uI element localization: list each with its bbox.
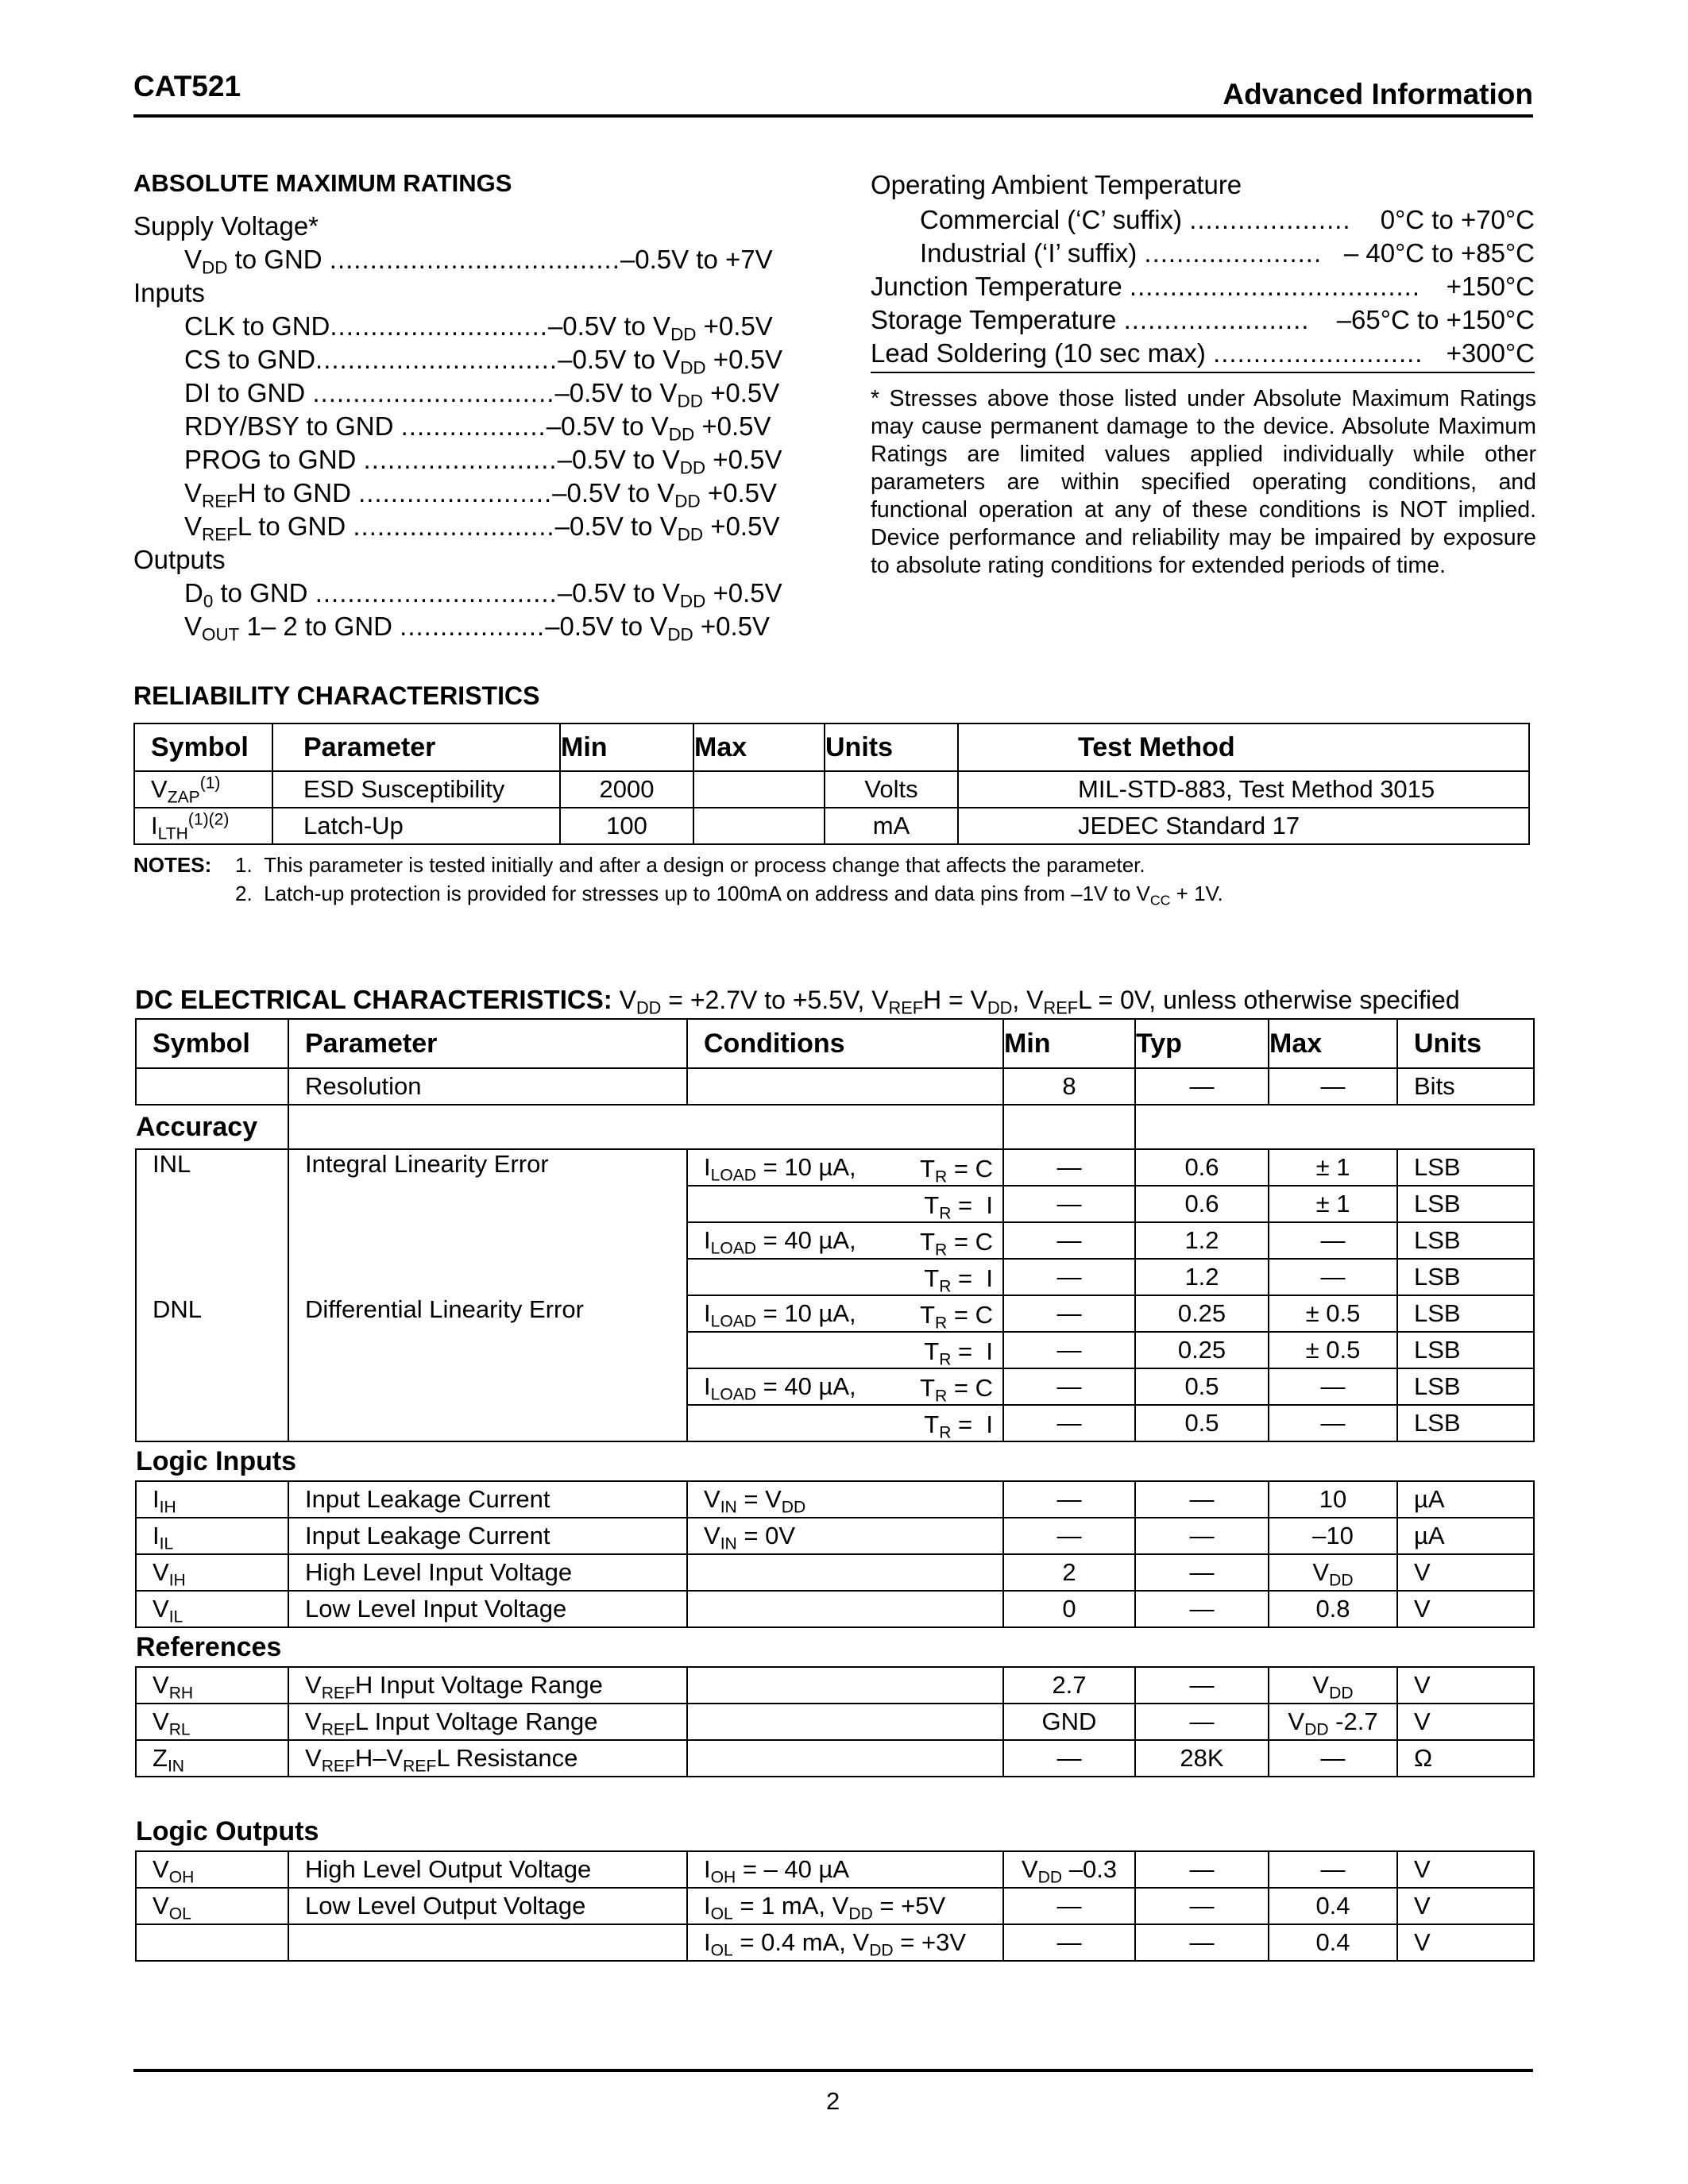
spacer-row [136,1777,1534,1851]
dc-table [135,1018,1535,1962]
section-logic-outputs: Logic Outputs [136,1777,1534,1851]
col-header: Parameter [288,1019,687,1068]
cond-cell: $V_{IN} = 0V$ [687,1518,1003,1554]
symbol-cell [136,1924,288,1961]
param-cell: High Level Output Voltage [288,1851,687,1888]
max-cell: — [1269,1259,1397,1295]
outputs-label: Outputs [133,545,226,574]
table-row [136,1667,1534,1704]
param-cell: Input Leakage Current [288,1518,687,1554]
cond-cell: $T_R = I$ [687,1259,1003,1295]
header-rule [133,114,1533,118]
table-row [136,1704,1534,1740]
table-row [136,1149,1534,1186]
min-cell: — [1003,1259,1135,1295]
min-cell: — [1003,1368,1135,1405]
page-number: 2 [826,2087,840,2115]
table-row [136,1924,1534,1961]
cond-cell [687,1704,1003,1740]
temp-rule [871,372,1535,373]
inputs-label: Inputs [133,278,205,307]
cond-cell: $I_{OL} = 1$ mA, $V_{DD} = +5V$ [687,1888,1003,1924]
max-cell: — [1269,1068,1397,1105]
typ-cell: — [1135,1518,1269,1554]
min-cell: — [1003,1405,1135,1441]
max-cell: 10 [1269,1481,1397,1518]
method-cell: JEDEC Standard 17 [958,808,1529,844]
max-cell [693,808,825,844]
typ-cell: — [1135,1924,1269,1961]
typ-cell: — [1135,1554,1269,1591]
typ-cell: 28K [1135,1740,1269,1777]
reliability-heading: RELIABILITY CHARACTERISTICS [133,681,540,710]
amr-prog-row: PROG to GND ........................–0.5V to $V_{DD} +0.5V$ [184,445,782,478]
max-cell: — [1269,1368,1397,1405]
method-cell: MIL-STD-883, Test Method 3015 [958,771,1529,808]
amr-d0-row: $D_0$ to GND ..............................–0.5V to $V_{DD} +0.5V$ [184,578,782,612]
section-references: References [136,1627,1534,1667]
units-cell: V [1397,1851,1534,1888]
max-cell: 0.4 [1269,1888,1397,1924]
symbol-cell: $I_{IL}$ [136,1518,288,1554]
units-cell: mA [825,808,958,844]
amr-cs-row: CS to GND..............................–0.5V to $V_{DD} +0.5V$ [184,345,782,378]
min-cell: 0 [1003,1591,1135,1627]
col-header: Conditions [687,1019,1003,1068]
typ-cell: — [1135,1481,1269,1518]
max-cell: $V_{DD}$ -2.7 [1269,1704,1397,1740]
param-cell: Integral Linearity Error [288,1149,687,1295]
amr-heading: ABSOLUTE MAXIMUM RATINGS [133,169,512,197]
symbol-cell: $V_{RL}$ [136,1704,288,1740]
table-header-row [134,723,1529,771]
max-cell: 0.8 [1269,1591,1397,1627]
symbol-cell: $V_{RH}$ [136,1667,288,1704]
units-cell: LSB [1397,1295,1534,1332]
symbol-cell: $V_{ZAP}^{(1)}$ [134,771,272,808]
units-cell: Volts [825,771,958,808]
cond-cell: $I_{LOAD} = 10$ µA, $T_R = C$ [687,1295,1003,1332]
max-cell: — [1269,1222,1397,1259]
table-row [136,1554,1534,1591]
units-cell: V [1397,1667,1534,1704]
param-cell: Low Level Input Voltage [288,1591,687,1627]
max-cell: ± 1 [1269,1186,1397,1222]
table-row [136,1068,1534,1105]
min-cell: — [1003,1740,1135,1777]
min-cell: — [1003,1332,1135,1368]
typ-cell: 0.25 [1135,1332,1269,1368]
param-cell: High Level Input Voltage [288,1554,687,1591]
cond-cell: $I_{OH}$ = – 40 µA [687,1851,1003,1888]
max-cell: — [1269,1851,1397,1888]
amr-vrefl-row: $V_{REF}L$ to GND .........................–0.5V to $V_{DD} +0.5V$ [184,511,780,545]
cond-cell [687,1554,1003,1591]
typ-cell: — [1135,1888,1269,1924]
table-row [136,1295,1534,1332]
typ-cell: 0.6 [1135,1186,1269,1222]
cond-cell: $I_{OL} = 0.4$ mA, $V_{DD} = +3V$ [687,1924,1003,1961]
cond-cell: $I_{LOAD} = 10$ µA, $T_R = C$ [687,1149,1003,1186]
units-cell: LSB [1397,1186,1534,1222]
section-logic-inputs: Logic Inputs [136,1441,1534,1481]
symbol-cell: $I_{LTH}^{(1)(2)}$ [134,808,272,844]
table-row [136,1591,1534,1627]
col-header: Max [693,723,825,771]
param-cell: Resolution [288,1068,687,1105]
section-spacer [288,1105,1003,1149]
temp-commercial-row: Commercial (‘C’ suffix) .................... 0°C to +70°C [920,205,1535,234]
min-cell: 8 [1003,1068,1135,1105]
table-row [136,1888,1534,1924]
param-cell: Input Leakage Current [288,1481,687,1518]
units-cell: V [1397,1554,1534,1591]
min-cell: 100 [560,808,693,844]
units-cell: LSB [1397,1405,1534,1441]
symbol-cell: $V_{IH}$ [136,1554,288,1591]
cond-cell: $I_{LOAD} = 40$ µA, $T_R = C$ [687,1222,1003,1259]
max-cell: ± 0.5 [1269,1332,1397,1368]
min-cell: — [1003,1186,1135,1222]
max-cell: 0.4 [1269,1924,1397,1961]
units-cell: LSB [1397,1368,1534,1405]
units-cell: µA [1397,1481,1534,1518]
col-header: Max [1269,1019,1397,1068]
units-cell: µA [1397,1518,1534,1554]
max-cell: $V_{DD}$ [1269,1667,1397,1704]
min-cell: — [1003,1518,1135,1554]
col-header: Units [1397,1019,1534,1068]
table-row [134,771,1529,808]
typ-cell: 1.2 [1135,1222,1269,1259]
param-cell: Low Level Output Voltage [288,1888,687,1924]
temp-junction-row: Junction Temperature .................................... +150°C [871,272,1535,301]
units-cell: LSB [1397,1149,1534,1186]
section-accuracy: Accuracy [136,1105,288,1149]
units-cell: V [1397,1704,1534,1740]
min-cell: 2000 [560,771,693,808]
cond-cell: $T_R = I$ [687,1405,1003,1441]
typ-cell: 0.25 [1135,1295,1269,1332]
cond-cell: $T_R = I$ [687,1186,1003,1222]
min-cell: — [1003,1295,1135,1332]
units-cell: Bits [1397,1068,1534,1105]
max-cell: ± 0.5 [1269,1295,1397,1332]
col-header: Units [825,723,958,771]
cond-cell [687,1068,1003,1105]
doc-subtitle: Advanced Information [1223,78,1533,110]
typ-cell: 0.6 [1135,1149,1269,1186]
typ-cell: 0.5 [1135,1405,1269,1441]
table-row [134,808,1529,844]
max-cell [693,771,825,808]
units-cell: LSB [1397,1259,1534,1295]
typ-cell: — [1135,1591,1269,1627]
typ-cell: — [1135,1667,1269,1704]
cond-cell [687,1667,1003,1704]
col-header: Symbol [134,723,272,771]
reliability-table [133,723,1530,845]
min-cell: 2.7 [1003,1667,1135,1704]
amr-vdd-row: $V_{DD}$ to GND ....................................–0.5V to +7V [184,245,773,278]
symbol-cell: $V_{IL}$ [136,1591,288,1627]
col-header: Typ [1135,1019,1269,1068]
max-cell: — [1269,1405,1397,1441]
param-cell: Latch-Up [272,808,560,844]
typ-cell: 0.5 [1135,1368,1269,1405]
temp-storage-row: Storage Temperature ....................... –65°C to +150°C [871,305,1535,334]
cond-cell: $I_{LOAD} = 40$ µA, $T_R = C$ [687,1368,1003,1405]
units-cell: LSB [1397,1332,1534,1368]
min-cell: — [1003,1888,1135,1924]
stress-note: * Stresses above those listed under Absolute Maximum Ratings may cause permanent damage to the device. Absolute Maximum Ratings are limited values applied individually while other parameters are within specified operating conditions, and functional operation at any of these conditions is NOT implied. Device performance and reliability may be impaired by exposure to absolute rating conditions for extended periods of time. [871,386,1536,578]
amr-vout-row: $V_{OUT}$ 1– 2 to GND ..................–0.5V to $V_{DD} +0.5V$ [184,612,771,645]
param-cell: ESD Susceptibility [272,771,560,808]
symbol-cell: INL [136,1149,288,1295]
amr-vrefh-row: $V_{REF}H$ to GND ........................–0.5V to $V_{DD} +0.5V$ [184,478,777,511]
max-cell: $V_{DD}$ [1269,1554,1397,1591]
col-header: Min [1003,1019,1135,1068]
min-cell: — [1003,1924,1135,1961]
amr-di-row: DI to GND ..............................–0.5V to $V_{DD} +0.5V$ [184,378,780,411]
amr-clk-row: CLK to GND...........................–0.5V to $V_{DD} +0.5V$ [184,311,773,345]
units-cell: Ω [1397,1740,1534,1777]
min-cell: — [1003,1149,1135,1186]
units-cell: V [1397,1591,1534,1627]
units-cell: LSB [1397,1222,1534,1259]
section-spacer [1003,1105,1135,1149]
symbol-cell [136,1068,288,1105]
amr-rdy-row: RDY/BSY to GND ..................–0.5V to $V_{DD} +0.5V$ [184,411,771,445]
param-cell: $V_{REF}H$ Input Voltage Range [288,1667,687,1704]
dc-heading: DC ELECTRICAL CHARACTERISTICS: $V_{DD} = +2.7V$ to +5.5V, $V_{REF}H = V_{DD}$, $V_{REF}L = 0V$, unless otherwise specified [135,985,1460,1018]
section-row [136,1627,1534,1667]
cond-cell: $T_R = I$ [687,1332,1003,1368]
min-cell: $V_{DD}$ –0.3 [1003,1851,1135,1888]
table-row [136,1740,1534,1777]
table-header-row [136,1019,1534,1068]
op-temp-heading: Operating Ambient Temperature [871,170,1242,199]
temp-industrial-row: Industrial (‘I’ suffix) ...................... – 40°C to +85°C [920,238,1535,268]
param-cell: $V_{REF}H-V_{REF}L$ Resistance [288,1740,687,1777]
col-header: Symbol [136,1019,288,1068]
param-cell [288,1924,687,1961]
symbol-cell: $V_{OL}$ [136,1888,288,1924]
section-row [136,1441,1534,1481]
units-cell: V [1397,1924,1534,1961]
section-spacer [1135,1105,1534,1149]
note-2: 2. Latch-up protection is provided for stresses up to 100mA on address and data pins from –1V to $V_{CC} + 1V$. [235,882,1223,909]
temp-lead-row: Lead Soldering (10 sec max) .......................... +300°C [871,338,1535,368]
supply-label: Supply Voltage* [133,211,319,241]
typ-cell: 1.2 [1135,1259,1269,1295]
col-header: Parameter [272,723,560,771]
table-row [136,1851,1534,1888]
cond-cell [687,1740,1003,1777]
col-header: Min [560,723,693,771]
typ-cell: — [1135,1851,1269,1888]
footer-rule [133,2069,1533,2072]
table-row [136,1518,1534,1554]
max-cell: — [1269,1740,1397,1777]
table-row [136,1481,1534,1518]
symbol-cell: $V_{OH}$ [136,1851,288,1888]
max-cell: –10 [1269,1518,1397,1554]
cond-cell: $V_{IN} = V_{DD}$ [687,1481,1003,1518]
typ-cell: — [1135,1068,1269,1105]
min-cell: 2 [1003,1554,1135,1591]
units-cell: V [1397,1888,1534,1924]
min-cell: — [1003,1481,1135,1518]
symbol-cell: $Z_{IN}$ [136,1740,288,1777]
param-cell: $V_{REF}L$ Input Voltage Range [288,1704,687,1740]
param-cell: Differential Linearity Error [288,1295,687,1441]
symbol-cell: $I_{IH}$ [136,1481,288,1518]
min-cell: GND [1003,1704,1135,1740]
typ-cell: — [1135,1704,1269,1740]
section-row [136,1105,1534,1149]
cond-cell [687,1591,1003,1627]
notes-label: NOTES: [133,853,212,877]
col-header: Test Method [958,723,1529,771]
doc-title: CAT521 [133,70,241,102]
min-cell: — [1003,1222,1135,1259]
max-cell: ± 1 [1269,1149,1397,1186]
symbol-cell: DNL [136,1295,288,1441]
note-1: 1. This parameter is tested initially and after a design or process change that affects the parameter. [235,853,1145,877]
